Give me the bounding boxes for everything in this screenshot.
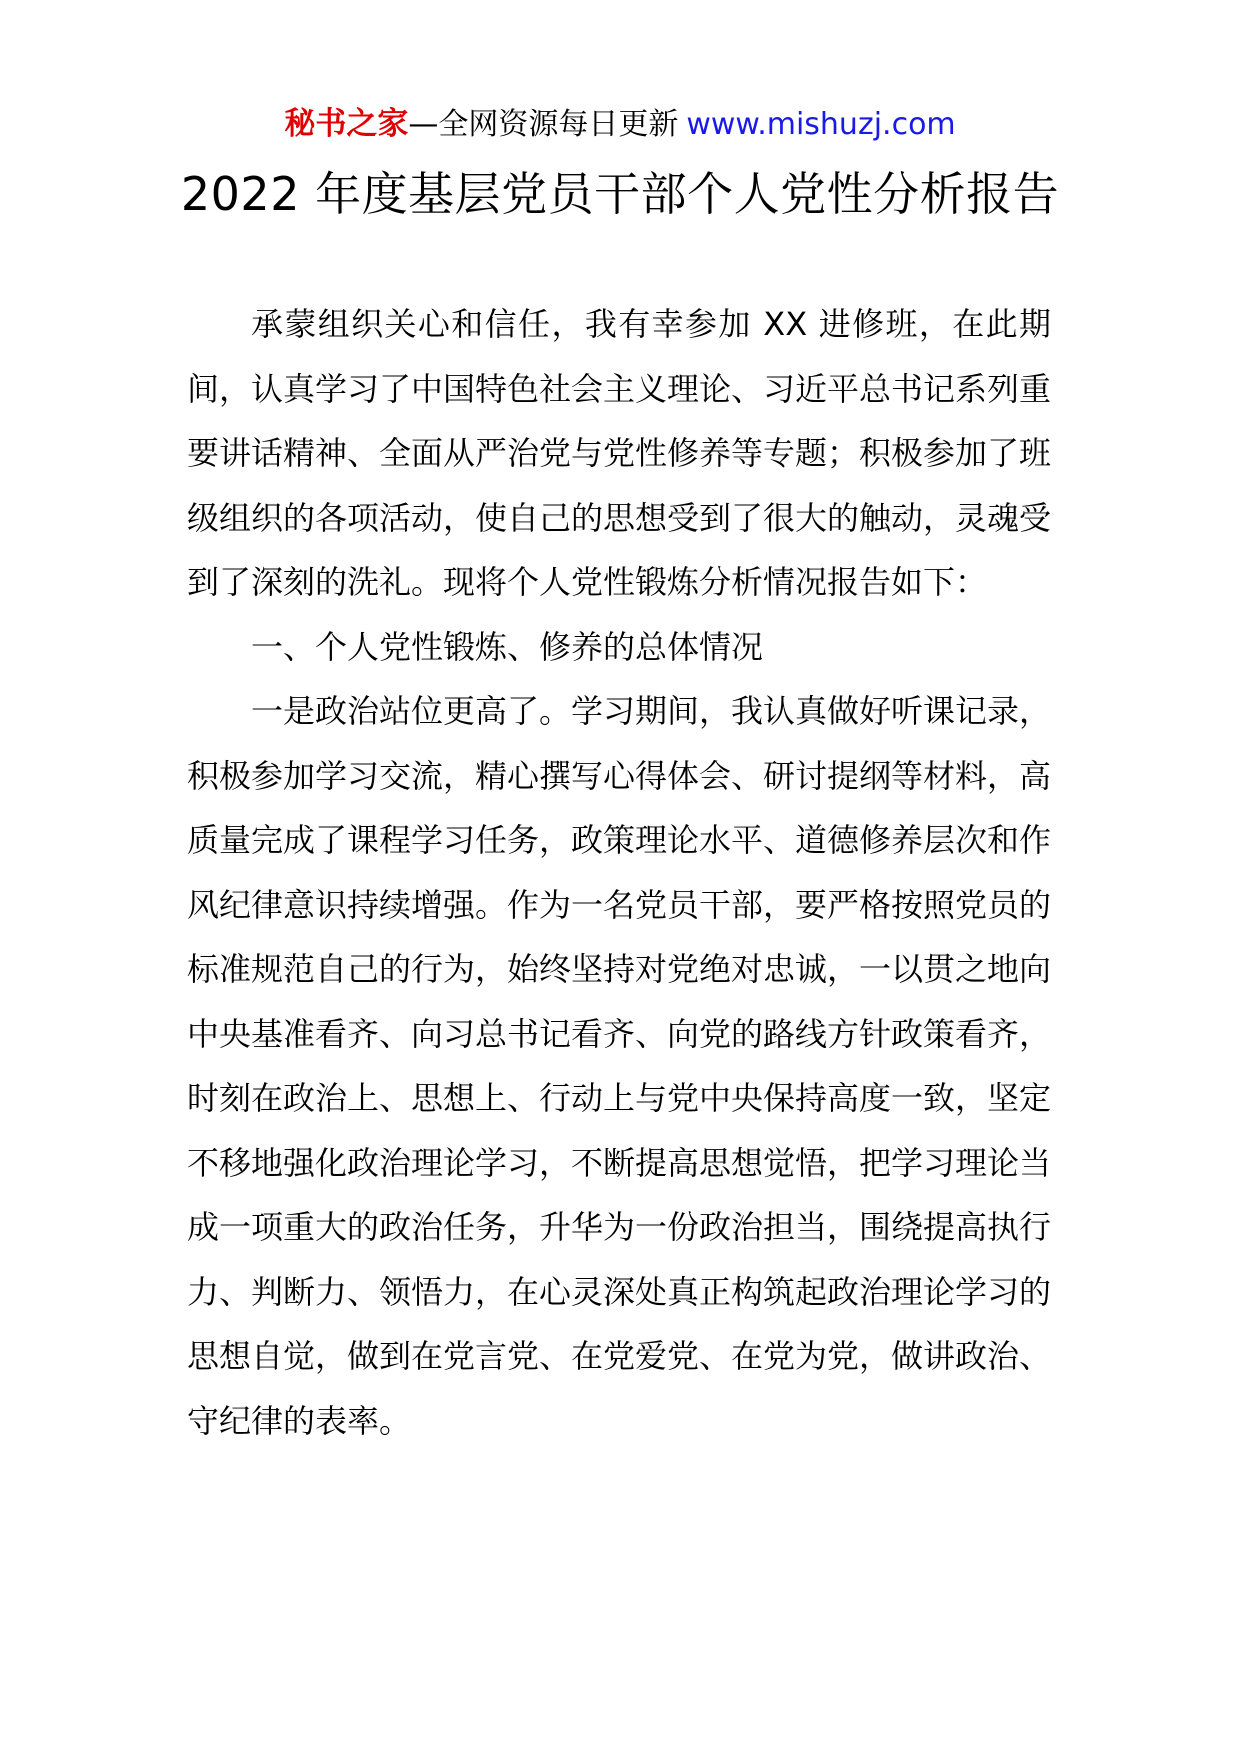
document-body: [187, 292, 1051, 1453]
intro-paragraph: 承蒙组织关心和信任，我有幸参加 XX 进修班，在此期间，认真学习了中国特色社会主义理论、习近平总书记系列重要讲话精神、全面从严治党与党性修养等专题；积极参加了班级组织的各项活动，使自己的思想受到了很大的触动，灵魂受到了深刻的洗礼。现将个人党性锻炼分析情况报告如下：: [187, 305, 1052, 601]
body-paragraph: 一是政治站位更高了。学习期间，我认真做好听课记录，积极参加学习交流，精心撰写心得体会、研讨提纲等材料，高质量完成了课程学习任务，政策理论水平、道德修养层次和作风纪律意识持续增强。作为一名党员干部，要严格按照党员的标准规范自己的行为，始终坚持对党绝对忠诚，一以贯之地向中央基准看齐、向习总书记看齐、向党的路线方针政策看齐，时刻在政治上、思想上、行动上与党中央保持高度一致，坚定不移地强化政治理论学习，不断提高思想觉悟，把学习理论当成一项重大的政治任务，升华为一份政治担当，围绕提高执行力、判断力、领悟力，在心灵深处真正构筑起政治理论学习的思想自觉，做到在党言党、在党爱党、在党为党，做讲政治、守纪律的表率。: [187, 692, 1052, 1440]
header-tagline: —全网资源每日更新: [408, 107, 679, 142]
brand-name: 秘书之家: [284, 106, 409, 142]
site-header: [0, 104, 1240, 145]
document-title: 2022 年度基层党员干部个人党性分析报告: [180, 167, 1060, 221]
site-url-link[interactable]: www.mishuzj.com: [686, 107, 956, 142]
section-heading: 一、个人党性锻炼、修养的总体情况: [251, 627, 764, 666]
